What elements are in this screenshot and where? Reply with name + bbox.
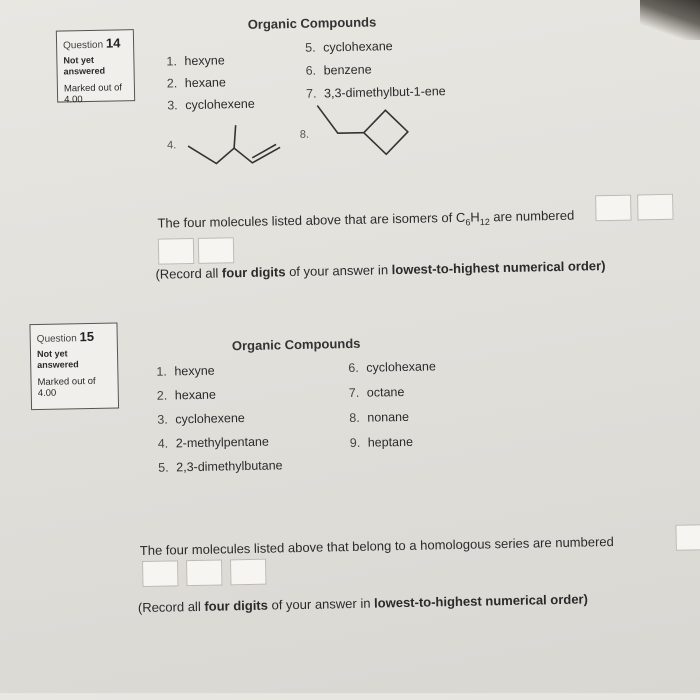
q15-answer-digit-1[interactable] (675, 524, 700, 551)
q14-heading: Organic Compounds (247, 14, 377, 32)
q14-answer-digit-1[interactable] (595, 195, 631, 222)
q14-answer-digit-3[interactable] (158, 238, 194, 265)
q15-item-4: 4. 2-methylpentane (157, 434, 270, 451)
question-15-label: Question 15 (36, 328, 95, 346)
q14-item-6: 6. benzene (305, 62, 372, 78)
q15-item-7: 7. octane (348, 384, 405, 401)
q14-item-7: 7. 3,3-dimethylbut-1-ene (305, 84, 446, 101)
q14-item-5: 5. cyclohexane (305, 39, 393, 55)
q14-question-text: The four molecules listed above that are isomers of $C_6H_{12}$ are numbered (157, 207, 575, 231)
question-15-status: Not yet answered (36, 348, 79, 371)
q15-item-6: 6. cyclohexane (348, 359, 436, 376)
q14-answer-digit-2[interactable] (637, 194, 673, 221)
question-14-label: Question 14 (63, 35, 121, 52)
q14-item-3: 3. cyclohexene (167, 96, 255, 113)
structure-4-skeletal-formula (186, 119, 297, 171)
q15-item-9: 9. heptane (349, 434, 414, 451)
question-15-marks: Marked out of 4.00 (37, 375, 96, 400)
question-14-status: Not yet answered (63, 54, 106, 77)
structure-8-label: 8. (299, 128, 310, 141)
question-15-info-box (29, 322, 119, 410)
q15-question-text: The four molecules listed above that belong to a homologous series are numbered (139, 533, 614, 559)
q15-heading: Organic Compounds (231, 335, 361, 354)
q14-instruction: (Record all four digits of your answer in lowest-to-highest numerical order) (155, 258, 606, 282)
q15-item-8: 8. nonane (349, 409, 410, 426)
q14-answer-digit-4[interactable] (198, 237, 234, 264)
q15-item-2: 2. hexane (156, 387, 216, 403)
q14-item-2: 2. hexane (166, 75, 226, 91)
q15-answer-digit-2[interactable] (142, 560, 178, 587)
question-14-marks: Marked out of 4.00 (63, 82, 123, 106)
q15-item-5: 5. 2,3-dimethylbutane (158, 458, 283, 475)
structure-4-label: 4. (166, 139, 177, 152)
q14-item-1: 1. hexyne (166, 53, 225, 69)
structure-8-skeletal-formula (315, 102, 416, 164)
q15-answer-digit-3[interactable] (186, 559, 222, 586)
question-14-info-box (56, 29, 135, 106)
q15-item-1: 1. hexyne (156, 363, 215, 379)
q15-answer-digit-4[interactable] (230, 559, 266, 586)
q15-instruction: (Record all four digits of your answer in lowest-to-highest numerical order) (137, 591, 589, 616)
q15-item-3: 3. cyclohexene (157, 411, 245, 427)
